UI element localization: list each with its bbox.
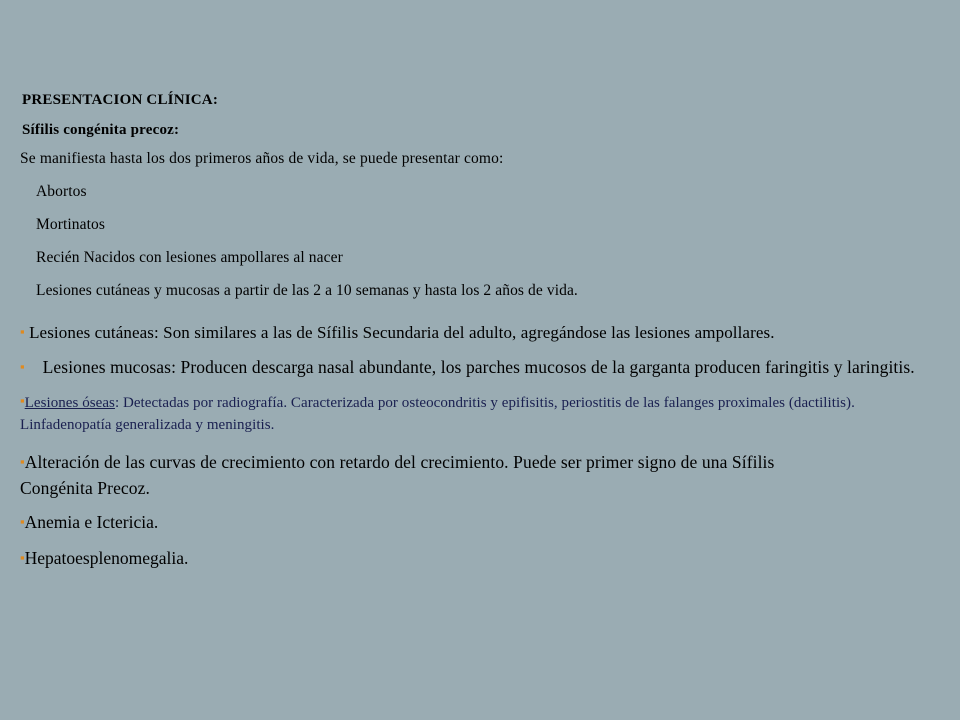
bullet-marker-icon: ▪ (20, 454, 25, 469)
bullet-text: Lesiones mucosas: Producen descarga nasal abundante, los parches mucosos de la garganta producen faringitis y laringitis. (42, 357, 915, 377)
bullet-text: Lesiones cutáneas: Son similares a las de Sífilis Secundaria del adulto, agregándose las lesiones ampollares. (29, 323, 775, 342)
list-item-mortinatos: Mortinatos (36, 216, 106, 233)
bullet-marker-icon: ▪ (20, 359, 25, 374)
bullet-text-line2: Congénita Precoz. (20, 478, 150, 498)
list-item-abortos: Abortos (36, 183, 87, 200)
bullet-anemia (20, 510, 960, 536)
section-subtitle: Sífilis congénita precoz: (22, 122, 180, 138)
presentation-list (20, 183, 950, 315)
bullet-text: : Detectadas por radiografía. Caracterizada por osteocondritis y epifisitis, periostitis de las falanges proximales (dactilitis). Linfadenopatía generalizada y meningitis. (20, 395, 855, 433)
bullet-text-line1: Alteración de las curvas de crecimiento con retardo del crecimiento. Puede ser primer signo de una Sífilis (24, 452, 775, 472)
bone-lesions-label: Lesiones óseas (24, 395, 115, 411)
bullet-marker-icon: ▪ (20, 324, 25, 339)
bullet-marker-icon: ▪ (20, 514, 25, 529)
bullet-lesiones-mucosas (20, 355, 960, 381)
intro-text: Se manifiesta hasta los dos primeros años de vida, se puede presentar como: (20, 150, 504, 167)
bullet-curvas-crecimiento (20, 450, 960, 500)
bullet-list (20, 322, 960, 572)
bullet-lesiones-cutaneas (20, 322, 960, 346)
bullet-text: Hepatoesplenomegalia. (24, 548, 189, 568)
bullet-text: Anemia e Ictericia. (24, 512, 159, 532)
bullet-marker-icon: ▪ (20, 550, 25, 565)
bullet-marker-icon: ▪ (20, 393, 25, 408)
list-item-lesiones: Lesiones cutáneas y mucosas a partir de las 2 a 10 semanas y hasta los 2 años de vida. (36, 282, 578, 299)
slide-title: PRESENTACION CLÍNICA: (22, 92, 219, 108)
bullet-hepatoesplenomegalia (20, 546, 960, 572)
clinical-presentation-block (20, 92, 950, 315)
list-item-recien-nacidos: Recién Nacidos con lesiones ampollares al nacer (36, 249, 343, 266)
bullet-lesiones-oseas (20, 392, 960, 436)
